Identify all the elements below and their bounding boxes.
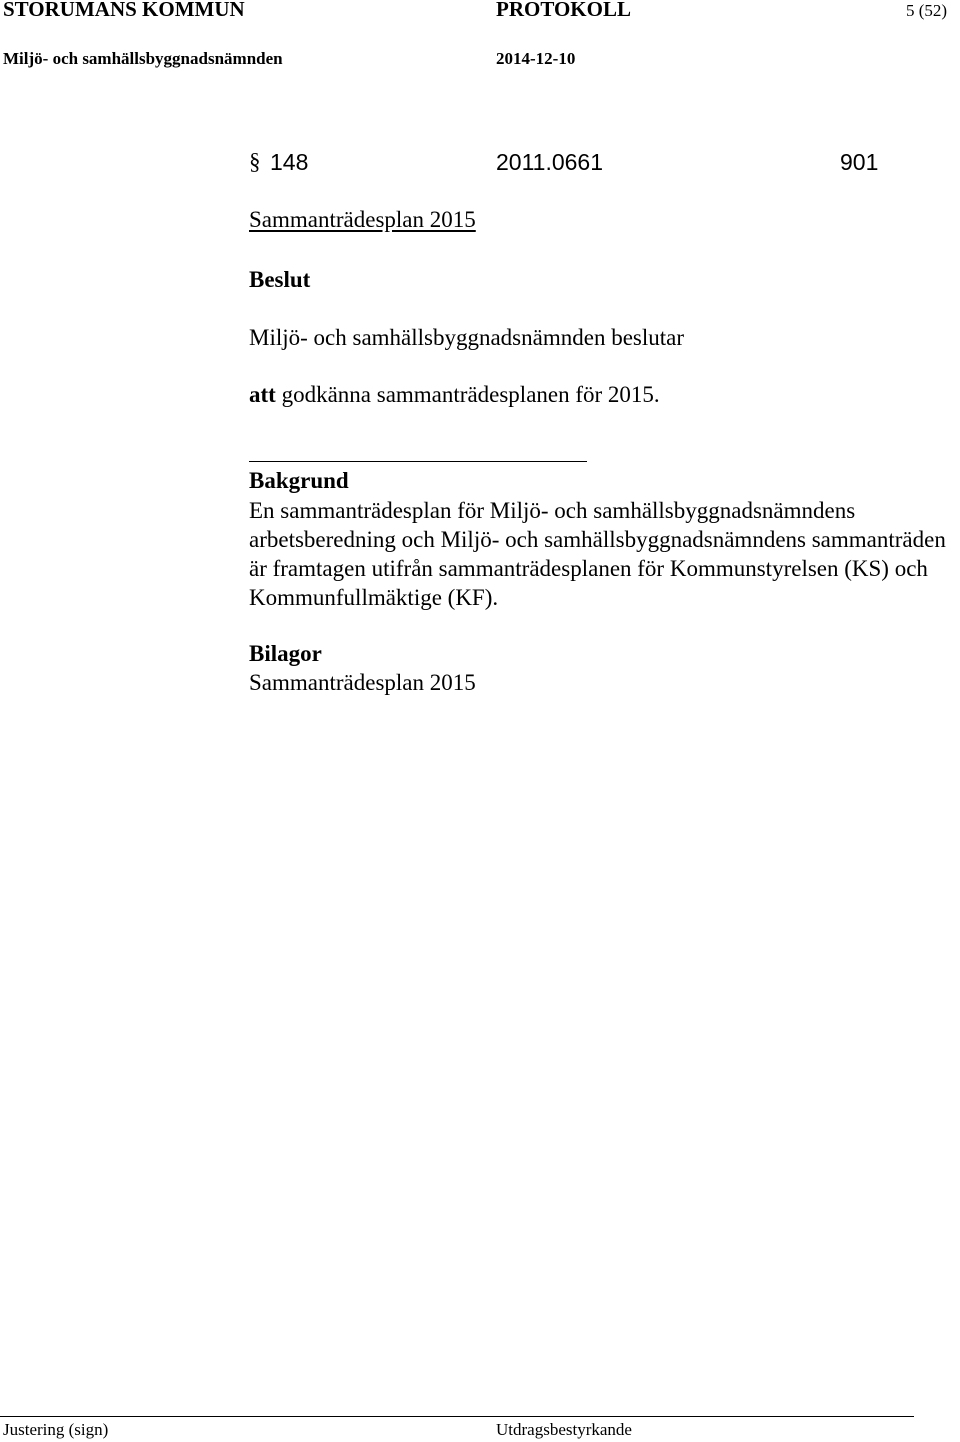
footer-rule	[0, 1416, 914, 1417]
page-title: Sammanträdesplan 2015	[249, 207, 476, 232]
organization-name: STORUMANS KOMMUN	[3, 0, 245, 21]
attachment-item: Sammanträdesplan 2015	[249, 670, 476, 695]
separator-rule	[249, 461, 587, 462]
footer-justering: Justering (sign)	[3, 1420, 109, 1439]
attachments-heading: Bilagor	[249, 641, 322, 666]
section-symbol: §	[249, 149, 261, 174]
att-keyword: att	[249, 382, 276, 407]
committee-name: Miljö- och samhällsbyggnadsnämnden	[3, 49, 283, 68]
decision-heading: Beslut	[249, 267, 311, 292]
section-number: 148	[270, 149, 309, 175]
case-code: 901	[840, 149, 879, 175]
decision-intro: Miljö- och samhällsbyggnadsnämnden beslutar	[249, 325, 685, 350]
decision-att-clause	[249, 381, 660, 409]
meeting-date: 2014-12-10	[496, 49, 576, 68]
document-type: PROTOKOLL	[496, 0, 631, 21]
att-text: godkänna sammanträdesplanen för 2015.	[281, 382, 660, 407]
footer-utdrag: Utdragsbestyrkande	[496, 1420, 632, 1439]
background-text: En sammanträdesplan för Miljö- och samhällsbyggnadsnämndens arbetsberedning och Miljö- och samhällsbyggnadsnämndens sammanträden är framtagen utifrån sammanträdesplanen för Kommunstyrelsen (KS) och Kommunfullmäktige (KF).	[249, 498, 946, 610]
background-heading: Bakgrund	[249, 468, 349, 493]
page-number: 5 (52)	[906, 1, 948, 20]
case-number: 2011.0661	[496, 149, 604, 175]
